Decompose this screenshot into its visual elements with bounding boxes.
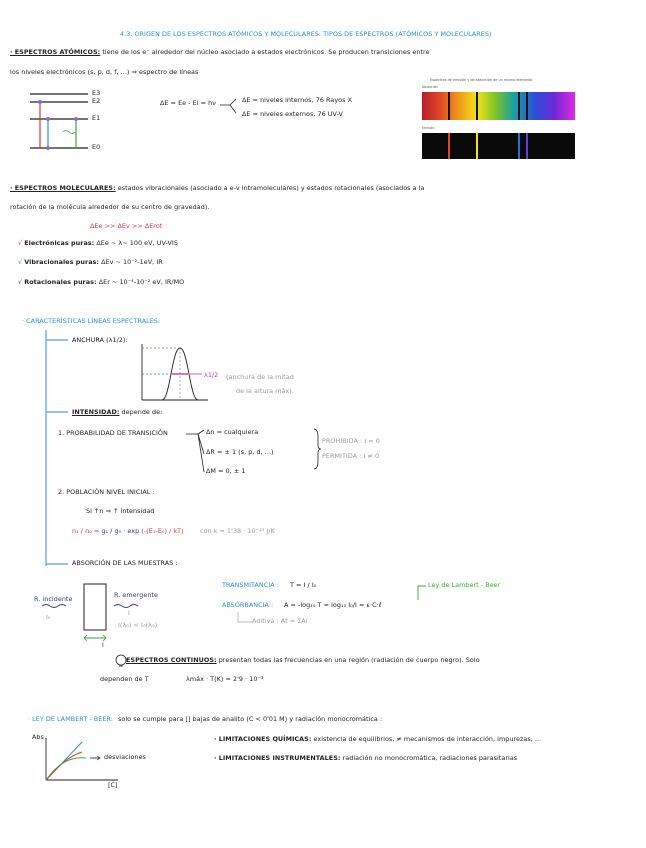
vibrational-label: Vibracionales puras: [24,258,100,266]
rules-brace [312,427,322,471]
molecular-heading: · ESPECTROS MOLECULARES: [10,184,116,192]
absorption-spectrum [422,92,575,120]
lambert-beer-heading: · LEY DE LAMBERT - BEER: [28,715,113,723]
electronic-value: ΔEe ~ λ~ 100 eV, UV-VIS [96,239,178,247]
initial-population: 2. POBLACIÓN NIVEL INICIAL : [58,488,155,496]
rule-n: Δn = cualquiera [206,428,259,436]
atomic-text-1: tiene de los e⁻ alrededor del núcleo asociado a estados electrónicos. Se producen transiciones entre [102,48,430,56]
half-width-mark: λ1/2 [204,371,219,379]
peak-graph [140,344,210,402]
instrumental-limitations [214,755,517,762]
forbidden-transition: PROHIBIDA : I = 0 [322,437,380,445]
check-icon: √ [18,239,23,247]
intensity-inequality: I(λ₀) < I₀(λ₀) [118,621,158,629]
emergent-intensity: I [128,609,130,617]
lines-heading: · CARACTERÍSTICAS LÍNEAS ESPECTRALES: [22,317,161,325]
rotational-label: Rotacionales puras: [24,278,97,286]
width-label: ANCHURA (λ1/2): [72,336,128,344]
vibrational-value: ΔEv ~ 10⁻²-1eV, IR [101,258,163,266]
additive-absorbance: Aditiva : At = ΣAi [252,617,308,625]
check-icon: √ [18,258,23,266]
atomic-text-2: los niveles electrónicos (s, p, d, f, ...) ⇒ espectro de líneas [10,68,199,76]
electronic-label: Electrónicas puras: [24,239,95,247]
spectrum-title: Espectros de emisión y de absorción de un mismo elemento [430,78,533,82]
vibrational-item [18,259,163,266]
energy-order: ΔEe >> ΔEv >> ΔErot [90,222,163,230]
chemical-limitations-heading: · LIMITACIONES QUÍMICAS: [214,735,312,743]
atomic-paragraph-1 [10,49,430,56]
boltzmann-constant: con k = 1'38 · 10⁻²³ J/K [200,527,275,535]
boltzmann-ratio: n₁ / n₀ = [72,527,100,535]
emission-label: Emisión [422,126,435,130]
molecular-paragraph-1 [10,185,425,192]
half-width-note-2: de la altura máx). [236,387,294,395]
intensity-line [72,409,162,416]
rotational-value: ΔEr ~ 10⁻⁴-10⁻² eV, IR/MO [98,278,185,286]
level-e3: E3 [92,89,101,97]
absorption-label: Absorción [422,85,438,89]
continuous-heading: ESPECTROS CONTINUOS: [126,656,217,664]
lambert-beer-law: Ley de Lambert - Beer [428,581,501,589]
chemical-limitations-text: existencia de equilibrios, ≠ mecanismos de interacción, impurezas, ... [313,735,542,743]
branch-external-levels: ΔE = niveles externos, 76 UV-V [242,110,343,118]
instrumental-limitations-text: radiación no monocromática, radiaciones parasitarias [342,754,518,762]
branch-internal-levels: ΔE = niveles internos, 76 Rayos X [242,96,353,104]
emission-spectrum [422,133,575,159]
continuous-paragraph-1 [126,657,480,664]
rule-l: ΔR = ± 1 (s, p, d, ...) [206,448,274,456]
half-width-note-1: (anchura de la mitad [226,373,294,381]
rule-m: ΔM = 0, ± 1 [206,467,246,475]
emergent-radiation: R. emergente [114,591,158,599]
lambert-beer-text: solo se cumple para [] bajas de analito (C < 0'01 M) y radiación monocromática : [118,715,383,723]
incident-intensity: I₀ [46,613,51,621]
energy-formula: ΔE = Ee - Ei = hν [160,99,216,107]
lines-tree [44,330,74,570]
sample-absorption: ABSORCIÓN DE LAS MUESTRAS : [72,559,178,567]
chemical-limitations [214,736,541,743]
molecular-text-2: rotación de la molécula alrededor de su centro de gravedad). [10,203,210,211]
intensity-label: INTENSIDAD: [72,408,120,416]
level-e2: E2 [92,97,101,105]
atomic-heading: · ESPECTROS ATÓMICOS: [10,48,101,56]
page-title: 4.3. ORIGEN DE LOS ESPECTROS ATÓMICOS Y MOLECULARES. TIPOS DE ESPECTROS (ATÓMICOS Y MOLECULARES) [120,30,492,38]
transmittance-formula: T = I / I₀ [290,581,317,589]
deviations-label: desviaciones [104,753,146,761]
level-e1: E1 [92,114,101,122]
additive-arrow [234,612,254,628]
continuous-text-1: presentan todas las frecuencias en una región (radiación de cuerpo negro). Solo [218,656,480,664]
incident-radiation: R. incidente [34,595,73,603]
allowed-transition: PERMITIDA : I ≠ 0 [322,452,380,460]
electronic-item [18,240,178,247]
continuous-text-2: dependen de T [100,675,149,683]
law-arrow [404,582,428,602]
concentration-axis-label: [C] [108,781,118,789]
boltzmann-exponent: (-(E₁-E₀) / kT) [141,527,184,535]
absorbance-label: ABSORBANCIA : [222,601,274,609]
population-rule: Si ↑n ⇒ ↑ intensidad [86,507,155,515]
wien-law: λmáx · T(K) = 2'9 · 10⁻³ [186,675,264,683]
boltzmann-degeneracy: g₁ / g₀ · exp [101,527,140,535]
intensity-rest: depende de: [121,408,163,416]
instrumental-limitations-heading: · LIMITACIONES INSTRUMENTALES: [214,754,341,762]
rotational-item [18,279,184,286]
level-e0: E0 [92,143,101,151]
abs-axis-label: Abs [32,733,44,741]
absorbance-formula: A = -log₁₀ T = log₁₀ I₀/I = ε·C·ℓ [284,601,382,609]
path-length: l [102,641,104,649]
transmittance-label: TRANSMITANCIA : [222,581,279,589]
boltzmann-equation [72,528,184,535]
transition-probability: 1. PROBABILIDAD DE TRANSICIÓN [58,429,168,437]
check-icon: √ [18,278,23,286]
molecular-text-1: estados vibracionales (asociado a e-v intramoleculares) y estados rotacionales (asociados a la [117,184,425,192]
